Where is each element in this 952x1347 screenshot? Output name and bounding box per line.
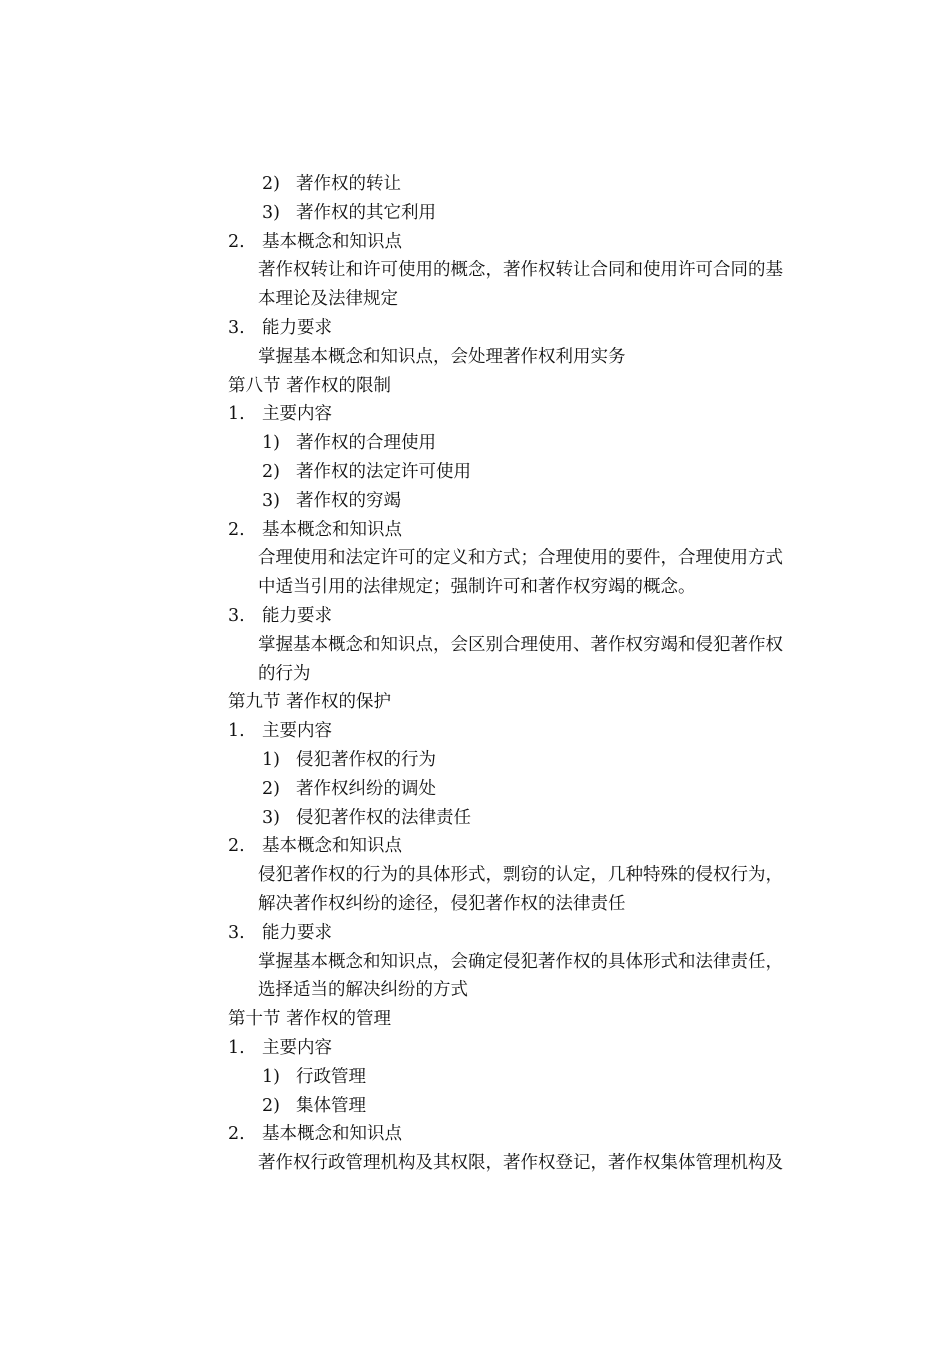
- line-text: 能力要求: [262, 317, 332, 338]
- paragraph-line: [0, 948, 952, 977]
- numbered-item: [0, 516, 952, 545]
- item-number: 3.: [228, 922, 245, 943]
- line-text: 合理使用和法定许可的定义和方式；合理使用的要件，合理使用方式: [258, 548, 783, 569]
- item-number: 1.: [228, 1037, 245, 1058]
- item-number: 2.: [228, 836, 245, 857]
- paragraph-line: [0, 976, 952, 1005]
- line-text: 著作权的转让: [296, 174, 401, 194]
- line-text: 选择适当的解决纠纷的方式: [258, 980, 468, 1001]
- line-text: 基本概念和知识点: [262, 836, 402, 857]
- line-text: 基本概念和知识点: [262, 519, 402, 540]
- line-text: 主要内容: [262, 404, 332, 425]
- sub-item: [0, 429, 952, 458]
- numbered-item: [0, 228, 952, 257]
- section-heading: [0, 688, 952, 717]
- sub-item: [0, 170, 952, 199]
- line-text: 的行为: [258, 663, 311, 684]
- numbered-item: [0, 832, 952, 861]
- line-text: 第九节 著作权的保护: [228, 692, 392, 713]
- item-number: 2.: [228, 519, 245, 540]
- line-text: 第八节 著作权的限制: [228, 375, 392, 396]
- sub-item: [0, 775, 952, 804]
- line-text: 中适当引用的法律规定；强制许可和著作权穷竭的概念。: [258, 577, 696, 598]
- paragraph-line: [0, 544, 952, 573]
- paragraph-line: [0, 861, 952, 890]
- item-number: 2): [262, 1095, 280, 1116]
- line-text: 行政管理: [296, 1066, 366, 1087]
- item-number: 2): [262, 174, 280, 194]
- paragraph-line: [0, 285, 952, 314]
- line-text: 能力要求: [262, 922, 332, 943]
- paragraph-line: [0, 256, 952, 285]
- line-text: 第十节 著作权的管理: [228, 1009, 392, 1030]
- sub-item: [0, 1063, 952, 1092]
- sub-item: [0, 746, 952, 775]
- numbered-item: [0, 1120, 952, 1149]
- numbered-item: [0, 314, 952, 343]
- line-text: 著作权行政管理机构及其权限，著作权登记，著作权集体管理机构及: [258, 1153, 783, 1174]
- paragraph-line: [0, 890, 952, 919]
- document-body: [0, 170, 952, 1178]
- numbered-item: [0, 717, 952, 746]
- item-number: 3.: [228, 317, 245, 338]
- line-text: 主要内容: [262, 1037, 332, 1058]
- line-text: 主要内容: [262, 721, 332, 742]
- line-text: 集体管理: [296, 1095, 366, 1116]
- item-number: 1.: [228, 721, 245, 742]
- line-text: 基本概念和知识点: [262, 231, 402, 252]
- line-text: 解决著作权纠纷的途径，侵犯著作权的法律责任: [258, 893, 626, 914]
- item-number: 3.: [228, 605, 245, 626]
- line-text: 侵犯著作权的行为: [296, 749, 436, 770]
- line-text: 著作权的穷竭: [296, 490, 401, 511]
- line-text: 著作权转让和许可使用的概念，著作权转让合同和使用许可合同的基: [258, 260, 783, 281]
- numbered-item: [0, 919, 952, 948]
- sub-item: [0, 199, 952, 228]
- line-text: 著作权的法定许可使用: [296, 461, 471, 482]
- item-number: 3): [262, 807, 280, 828]
- line-text: 著作权的其它利用: [296, 202, 436, 223]
- section-heading: [0, 1005, 952, 1034]
- line-text: 掌握基本概念和知识点，会处理著作权利用实务: [258, 346, 626, 367]
- item-number: 3): [262, 202, 280, 223]
- line-text: 能力要求: [262, 605, 332, 626]
- paragraph-line: [0, 631, 952, 660]
- line-text: 本理论及法律规定: [258, 289, 398, 310]
- line-text: 著作权的合理使用: [296, 433, 436, 454]
- item-number: 1): [262, 433, 280, 454]
- sub-item: [0, 1092, 952, 1121]
- numbered-item: [0, 400, 952, 429]
- numbered-item: [0, 1034, 952, 1063]
- line-text: 侵犯著作权的法律责任: [296, 807, 471, 828]
- item-number: 1.: [228, 404, 245, 425]
- line-text: 掌握基本概念和知识点，会区别合理使用、著作权穷竭和侵犯著作权: [258, 634, 783, 655]
- item-number: 1): [262, 749, 280, 770]
- paragraph-line: [0, 1149, 952, 1178]
- paragraph-line: [0, 660, 952, 689]
- item-number: 2): [262, 461, 280, 482]
- paragraph-line: [0, 343, 952, 372]
- sub-item: [0, 487, 952, 516]
- paragraph-line: [0, 573, 952, 602]
- item-number: 3): [262, 490, 280, 511]
- line-text: 基本概念和知识点: [262, 1124, 402, 1145]
- item-number: 2.: [228, 231, 245, 252]
- item-number: 1): [262, 1066, 280, 1087]
- item-number: 2.: [228, 1124, 245, 1145]
- item-number: 2): [262, 778, 280, 799]
- sub-item: [0, 804, 952, 833]
- line-text: 著作权纠纷的调处: [296, 778, 436, 799]
- line-text: 侵犯著作权的行为的具体形式，剽窃的认定，几种特殊的侵权行为，: [258, 865, 783, 886]
- section-heading: [0, 372, 952, 401]
- sub-item: [0, 458, 952, 487]
- line-text: 掌握基本概念和知识点，会确定侵犯著作权的具体形式和法律责任，: [258, 951, 783, 972]
- numbered-item: [0, 602, 952, 631]
